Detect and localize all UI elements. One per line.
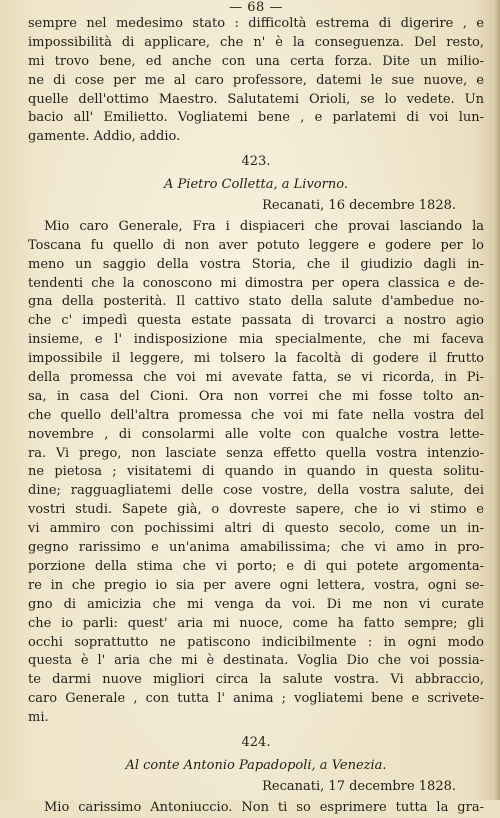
text-line: ne di cose per me al caro professore, datemi le sue nuove, e [28,72,484,88]
text-line: che quello dell'altra promessa che voi mi fate nella vostra del [28,407,484,423]
text-line: gamente. Addio, addio. [28,129,181,145]
text-line: te darmi nuove migliori circa la salute vostra. Vi abbraccio, [28,672,484,688]
text-line: dine; ragguagliatemi delle cose vostre, della vostra salute, dei [28,483,484,499]
text-line: novembre , di consolarmi alle volte con qualche vostra lette- [28,426,484,442]
text-line: gna della posterità. Il cattivo stato della salute d'ambedue no- [28,294,484,310]
text-line: questa è l' aria che mi è destinata. Voglia Dio che voi possia- [28,653,484,669]
text-line: che io parli: quest' aria mi nuoce, come ha fatto sempre; gli [28,615,484,631]
letter-number: 423. [241,154,271,170]
letter-addressee: Al conte Antonio Papadopoli, a Venezia. [125,757,387,773]
text-line: tendenti che la conoscono mi dimostra per opera classica e de- [28,275,484,291]
text-line: ne pietosa ; visitatemi di quando in quando in questa solitu- [28,464,484,480]
text-line: Mio caro Generale, Fra i dispiaceri che provai lasciando la [44,218,484,234]
letter-dateline: Recanati, 17 decembre 1828. [262,778,456,794]
text-line: quelle dell'ottimo Maestro. Salutatemi Orioli, se lo vedete. Un [28,91,484,107]
text-line: sempre nel medesimo stato : difficoltà estrema di digerire , e [28,16,484,31]
page-edge-shadow [494,0,500,800]
text-line: meno un saggio della vostra Storia, che il giudizio dagli in- [28,256,484,272]
text-line: della promessa che voi mi avevate fatta, se vi ricorda, in Pi- [28,370,484,386]
letter-addressee: A Pietro Colletta, a Livorno. [164,177,348,193]
letter-dateline: Recanati, 16 decembre 1828. [262,198,456,214]
text-line: mi trovo bene, ed anche con una certa forza. Dite un milio- [28,53,484,69]
text-line: insieme, e l' indisposizione mia specialmente, che mi faceva [28,332,484,348]
page-content [28,0,484,818]
text-line: sa, in casa del Cioni. Ora non vorrei che mi fosse tolto an- [28,388,484,404]
page-number: — 68 — [229,0,283,15]
text-line: ra. Vi prego, non lasciate senza effetto quella vostra intenzio- [28,445,484,461]
text-line: gegno rarissimo e un'anima amabilissima; che vi amo in pro- [28,540,484,556]
text-line: gno di amicizia che mi venga da voi. Di me non vi curate [28,596,484,612]
text-line: impossibilità di applicare, che n' è la conseguenza. Del resto, [28,34,484,50]
text-line: vi ammiro con pochissimi altri di questo secolo, come un in- [28,521,484,537]
text-line: porzione della stima che vi porto; e di qui potete argomenta- [28,558,484,574]
text-line: vostri studi. Sapete già, o dovreste sapere, che io vi stimo e [28,502,484,518]
letter-423 [28,153,484,728]
text-line: bacio all' Emilietto. Vogliatemi bene , e parlatemi di voi lun- [28,110,484,126]
text-line: occhi soprattutto ne patiscono indicibilmente : in ogni modo [28,634,484,650]
letter-424 [28,734,484,818]
text-line: Mio carissimo Antoniuccio. Non ti so esprimere tutta la gra- [44,799,484,815]
text-line: che c' impedì questa estate passata di trovarci a nostro agio [28,313,484,329]
letter-number: 424. [241,734,271,750]
text-line: re in che pregio io sia per avere ogni lettera, vostra, ogni se- [28,577,484,593]
text-line: mi. [28,710,49,726]
text-line: Toscana fu quello di non aver potuto leggere e godere per lo [28,237,484,253]
text-line: impossibile il leggere, mi tolsero la facoltà di godere il frutto [28,351,484,367]
previous-letter-ending [28,15,484,147]
text-line: caro Generale , con tutta l' anima ; vogliatemi bene e scrivete- [28,691,484,707]
